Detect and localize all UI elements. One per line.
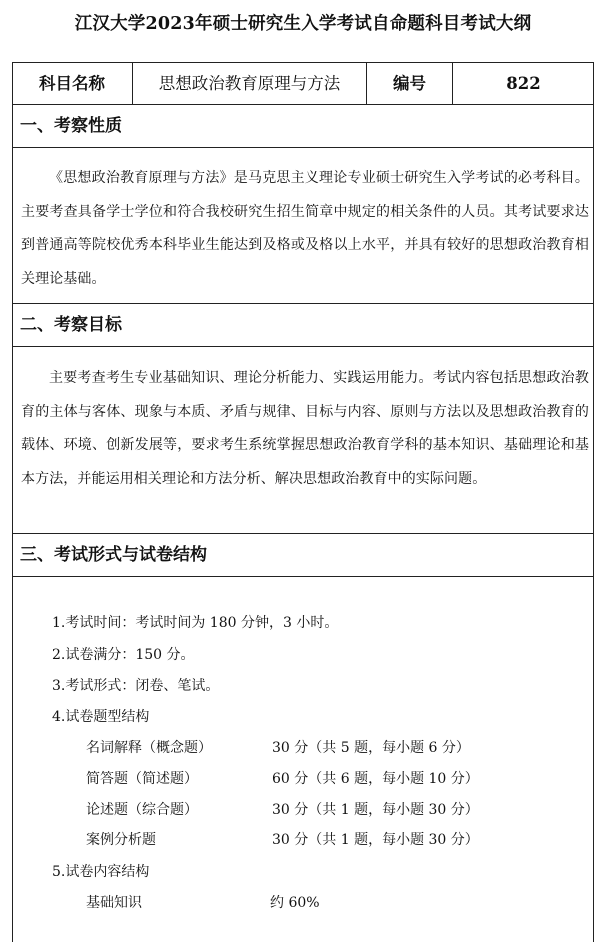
- content-structure-heading: 5.试卷内容结构: [52, 864, 150, 880]
- question-type-name: 简答题（简述题）: [86, 771, 198, 787]
- question-type-name: 案例分析题: [86, 832, 156, 848]
- section-paragraph-objectives: 主要考查考生专业基础知识、理论分析能力、实践运用能力。考试内容包括思想政治教育的主体与客体、现象与本质、矛盾与规律、目标与内容、原则与方法以及思想政治教育的载体、环境、创新发展等，要求考生系统掌握思想政治教育学科的基本知识、基础理论和基本方法，并能运用相关理论和方法分析、解决思想政治教育中的实际问题。: [21, 370, 589, 488]
- row-divider: [12, 303, 594, 304]
- subject-name-value: 思想政治教育原理与方法: [158, 74, 341, 93]
- row-divider: [12, 147, 594, 148]
- question-type-detail: 60 分（共 6 题，每小题 10 分）: [272, 771, 479, 787]
- subject-code-value: 822: [506, 74, 541, 93]
- exam-item: 2.试卷满分：150 分。: [52, 647, 195, 663]
- section-heading-format: 三、考试形式与试卷结构: [20, 545, 207, 565]
- row-divider: [12, 104, 594, 105]
- section-paragraph-nature: 《思想政治教育原理与方法》是马克思主义理论专业硕士研究生入学考试的必考科目。主要考查具备学士学位和符合我校研究生招生简章中规定的相关条件的人员。其考试要求达到普通高等院校优秀本科毕业生能达到及格或及格以上水平，并具有较好的思想政治教育相关理论基础。: [21, 170, 589, 288]
- question-type-detail: 30 分（共 1 题，每小题 30 分）: [272, 832, 479, 848]
- exam-item: 4.试卷题型结构: [52, 709, 150, 725]
- question-type-name: 论述题（综合题）: [86, 802, 198, 818]
- section-heading-objectives: 二、考察目标: [20, 315, 122, 335]
- row-divider: [12, 346, 594, 347]
- page-title: 江汉大学2023年硕士研究生入学考试自命题科目考试大纲: [74, 14, 532, 34]
- exam-item: 1.考试时间：考试时间为 180 分钟，3 小时。: [52, 615, 339, 631]
- content-structure-detail: 约 60%: [270, 895, 320, 911]
- row-divider: [12, 576, 594, 577]
- row-divider: [12, 533, 594, 534]
- question-type-detail: 30 分（共 1 题，每小题 30 分）: [272, 802, 479, 818]
- subject-code-label: 编号: [393, 74, 426, 93]
- question-type-detail: 30 分（共 5 题，每小题 6 分）: [272, 740, 470, 756]
- section-heading-nature: 一、考察性质: [20, 116, 122, 136]
- content-structure-name: 基础知识: [86, 895, 142, 911]
- subject-name-label: 科目名称: [39, 74, 105, 93]
- exam-item: 3.考试形式：闭卷、笔试。: [52, 678, 220, 694]
- question-type-name: 名词解释（概念题）: [86, 740, 212, 756]
